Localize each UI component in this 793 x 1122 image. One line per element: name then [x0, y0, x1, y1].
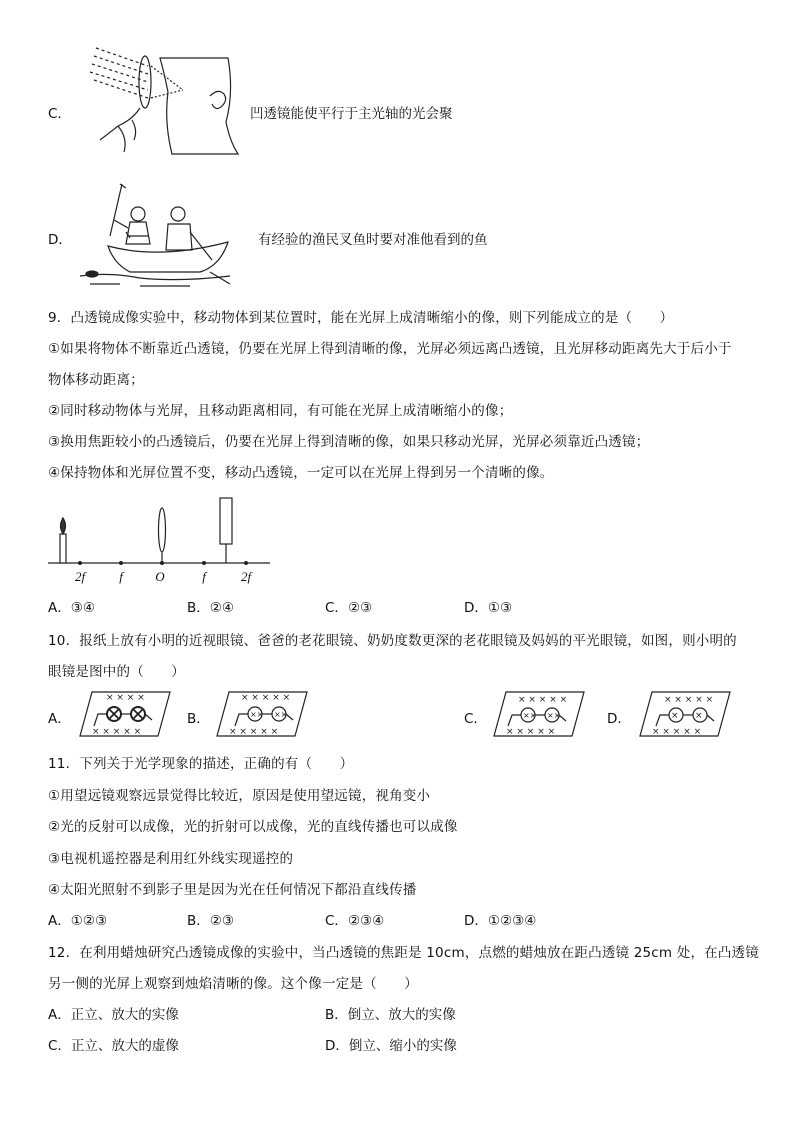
- lens-paper-illustration: [88, 42, 248, 162]
- axis-label-f-left: f: [119, 569, 123, 584]
- svg-text:× × × × ×: × × × × ×: [506, 727, 556, 737]
- q9-statement-1-cont: 物体移动距离；: [48, 372, 144, 388]
- axis-label-2f-right: 2f: [240, 569, 252, 584]
- q9-statement-4: ④保持物体和光屏位置不变，移动凸透镜，一定可以在光屏上得到另一个清晰的像。: [48, 465, 554, 481]
- glasses-on-newspaper-d: [638, 690, 732, 740]
- q11-statement-2: ②光的反射可以成像，光的折射可以成像，光的直线传播也可以成像: [48, 819, 458, 835]
- q10-stem: 10．报纸上放有小明的近视眼镜、爸爸的老花眼镜、奶奶度数更深的老花眼镜及妈妈的平光眼镜，如图，则小明的: [48, 633, 737, 649]
- svg-text:×: ×: [695, 711, 703, 721]
- glasses-on-newspaper-c: [492, 690, 586, 740]
- q9-statement-2: ②同时移动物体与光屏，且移动距离相同，有可能在光屏上成清晰缩小的像；: [48, 403, 513, 419]
- q11-option-c[interactable]: C．②③④: [325, 913, 385, 929]
- q11-statement-4: ④太阳光照射不到影子里是因为光在任何情况下都沿直线传播: [48, 882, 417, 898]
- q9-option-b[interactable]: B．②④: [187, 600, 234, 616]
- q9-statement-1: ①如果将物体不断靠近凸透镜，仍要在光屏上得到清晰的像，光屏必须远离凸透镜，且光屏移动距离先大于后小于: [48, 341, 732, 357]
- svg-text:× × × ×: × × × ×: [106, 693, 145, 703]
- q12-option-c[interactable]: C．正立、放大的虚像: [48, 1038, 179, 1054]
- q11-option-b[interactable]: B．②③: [187, 913, 234, 929]
- q11-option-d[interactable]: D．①②③④: [464, 913, 537, 929]
- q11-statement-1: ①用望远镜观察远景觉得比较近，原因是使用望远镜，视角变小: [48, 788, 431, 804]
- axis-label-f-right: f: [202, 569, 206, 584]
- q12-option-d[interactable]: D．倒立、缩小的实像: [325, 1038, 457, 1054]
- svg-text:× × × × ×: × × × × ×: [229, 727, 279, 737]
- svg-text:××: ××: [274, 710, 288, 719]
- axis-label-o: O: [155, 569, 165, 584]
- q9-option-c[interactable]: C．②③: [325, 600, 373, 616]
- q9-option-d[interactable]: D．①③: [464, 600, 513, 616]
- glasses-on-newspaper-b: [215, 690, 309, 740]
- svg-text:××: ××: [547, 711, 561, 720]
- q10-option-b-letter[interactable]: B．: [187, 711, 210, 727]
- q11-stem: 11．下列关于光学现象的描述，正确的有（ ）: [48, 756, 354, 772]
- q11-option-a[interactable]: A．①②③: [48, 913, 108, 929]
- fisherman-boat-illustration: [80, 180, 255, 290]
- axis-label-2f-left: 2f: [74, 569, 86, 584]
- q12-stem-cont: 另一侧的光屏上观察到烛焰清晰的像。这个像一定是（ ）: [48, 976, 418, 992]
- svg-text:× × × × ×: × × × × ×: [92, 727, 142, 737]
- q8-option-c-text: 凹透镜能使平行于主光轴的光会聚: [250, 106, 453, 122]
- optical-bench-diagram: [48, 490, 278, 585]
- q10-option-d-letter[interactable]: D．: [607, 711, 631, 727]
- svg-text:× × × × ×: × × × × ×: [518, 695, 568, 705]
- svg-text:××: ××: [523, 711, 537, 720]
- svg-text:××: ××: [250, 710, 264, 719]
- q8-option-c-letter: C．: [48, 106, 71, 122]
- q9-statement-3: ③换用焦距较小的凸透镜后，仍要在光屏上得到清晰的像，如果只移动光屏，光屏必须靠近凸透镜；: [48, 434, 650, 450]
- svg-text:× × × × ×: × × × × ×: [241, 693, 291, 703]
- q8-option-d-text: 有经验的渔民叉鱼时要对准他看到的鱼: [258, 232, 488, 248]
- q10-option-c-letter[interactable]: C．: [464, 711, 487, 727]
- q12-option-b[interactable]: B．倒立、放大的实像: [325, 1007, 456, 1023]
- q9-stem: 9．凸透镜成像实验中，移动物体到某位置时，能在光屏上成清晰缩小的像，则下列能成立的是（ ）: [48, 310, 674, 326]
- q10-stem-cont: 眼镜是图中的（ ）: [48, 664, 185, 680]
- q9-option-a[interactable]: A．③④: [48, 600, 95, 616]
- q8-option-d-letter: D．: [48, 232, 72, 248]
- svg-text:×: ×: [671, 711, 679, 721]
- svg-text:× × × × ×: × × × × ×: [652, 727, 702, 737]
- svg-text:× × × × ×: × × × × ×: [664, 695, 714, 705]
- q10-option-a-letter[interactable]: A．: [48, 711, 71, 727]
- q12-stem: 12．在利用蜡烛研究凸透镜成像的实验中，当凸透镜的焦距是 10cm，点燃的蜡烛放在距凸透镜 25cm 处，在凸透镜: [48, 945, 759, 961]
- glasses-on-newspaper-a: [78, 690, 172, 740]
- q12-option-a[interactable]: A．正立、放大的实像: [48, 1007, 179, 1023]
- q11-statement-3: ③电视机遥控器是利用红外线实现遥控的: [48, 851, 294, 867]
